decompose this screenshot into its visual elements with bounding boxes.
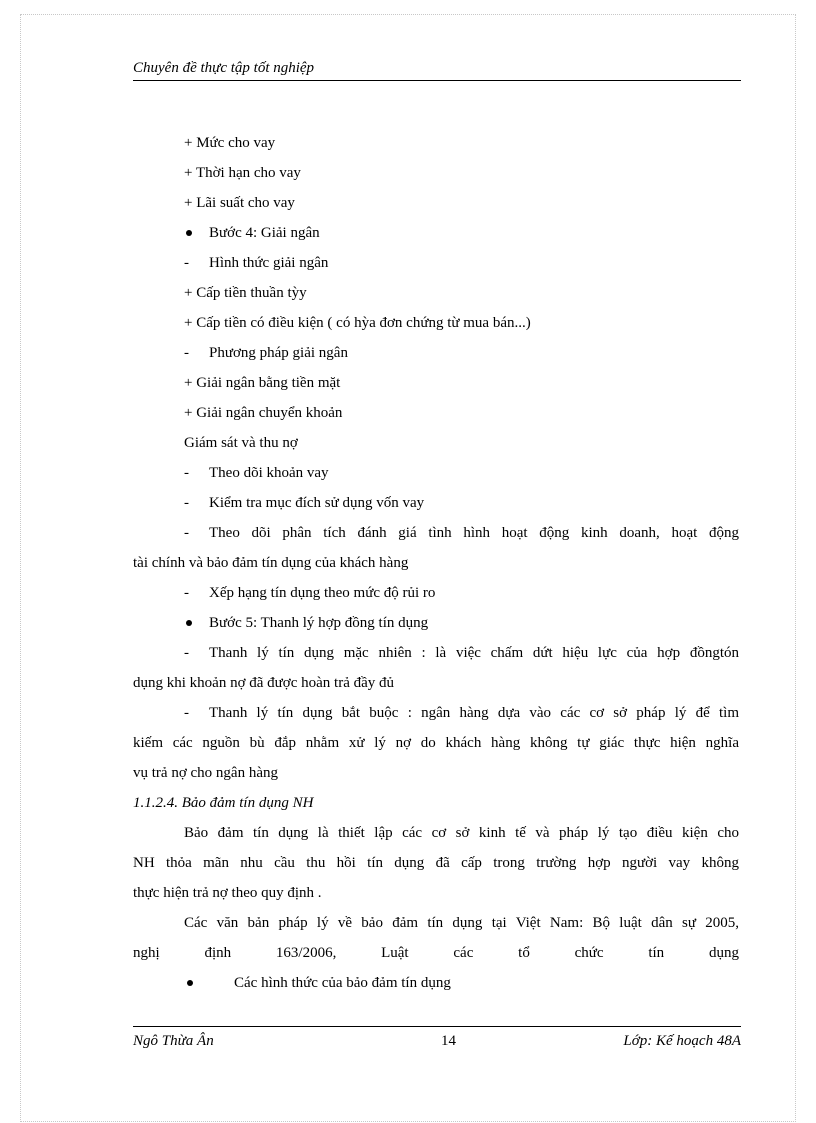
dash-item: - Thanh lý tín dụng bắt buộc : ngân hàng dựa vào các cơ sở pháp lý để tìm bbox=[133, 698, 739, 728]
bullet-icon bbox=[186, 620, 192, 626]
word: 163/2006, bbox=[275, 945, 337, 961]
text-line: Giám sát và thu nợ bbox=[184, 435, 298, 451]
spread-line bbox=[133, 938, 739, 968]
dash-item: - Hình thức giải ngân bbox=[133, 248, 739, 278]
dash-item: - Xếp hạng tín dụng theo mức độ rủi ro bbox=[133, 578, 739, 608]
bullet-item bbox=[133, 968, 739, 998]
word: tổ bbox=[518, 945, 530, 961]
dash-item: - Kiểm tra mục đích sử dụng vốn vay bbox=[133, 488, 739, 518]
page-header bbox=[133, 58, 741, 81]
document-body bbox=[133, 128, 739, 998]
bullet-item bbox=[133, 608, 739, 638]
word: tín bbox=[648, 945, 665, 961]
header-title: Chuyên đề thực tập tốt nghiệp bbox=[133, 60, 315, 76]
dash-item: - Phương pháp giải ngân bbox=[133, 338, 739, 368]
text-line: + Lãi suất cho vay bbox=[184, 195, 295, 211]
word: dụng bbox=[708, 945, 739, 961]
text-line: + Cấp tiền thuần tỳy bbox=[184, 285, 307, 301]
word: các bbox=[453, 945, 474, 961]
text-line: kiếm các nguồn bù đắp nhằm xử lý nợ do khách hàng không tự giác thực hiện nghĩa bbox=[133, 735, 739, 751]
dash-item: - Theo dõi khoản vay bbox=[133, 458, 739, 488]
text-line: + Mức cho vay bbox=[184, 135, 276, 151]
text-line: dụng khi khoản nợ đã được hoàn trả đầy đủ bbox=[133, 675, 395, 691]
text-line: + Giải ngân chuyển khoản bbox=[184, 405, 343, 421]
section-heading: 1.1.2.4. Bảo đảm tín dụng NH bbox=[133, 795, 314, 811]
word: chức bbox=[574, 945, 604, 961]
paragraph-line: Các văn bản pháp lý về bảo đảm tín dụng tại Việt Nam: Bộ luật dân sự 2005, bbox=[184, 915, 739, 931]
dash-item: - Thanh lý tín dụng mặc nhiên : là việc chấm dứt hiệu lực của hợp đồngtón bbox=[133, 638, 739, 668]
text-line: vụ trả nợ cho ngân hàng bbox=[133, 765, 278, 781]
page-footer bbox=[133, 1026, 741, 1051]
text-line: + Cấp tiền có điều kiện ( có hỳa đơn chứng từ mua bán...) bbox=[184, 315, 531, 331]
bullet-item bbox=[133, 218, 739, 248]
dash-item: - Theo dõi phân tích đánh giá tình hình hoạt động kinh doanh, hoạt động bbox=[133, 518, 739, 548]
footer-page-number: 14 bbox=[441, 1033, 456, 1049]
bullet-text: Bước 5: Thanh lý hợp đồng tín dụng bbox=[209, 615, 429, 631]
text-line: + Thời hạn cho vay bbox=[184, 165, 301, 181]
footer-class: Lớp: Kế hoạch 48A bbox=[623, 1033, 741, 1049]
word: nghị bbox=[133, 945, 160, 961]
paragraph-line: NH thỏa mãn nhu cầu thu hồi tín dụng đã cấp trong trường hợp người vay không bbox=[133, 855, 739, 871]
bullet-icon bbox=[187, 980, 193, 986]
word: định bbox=[204, 945, 232, 961]
bullet-icon bbox=[186, 230, 192, 236]
paragraph-line: thực hiện trả nợ theo quy định . bbox=[133, 885, 322, 901]
footer-author: Ngô Thừa Ân bbox=[133, 1033, 214, 1049]
word: Luật bbox=[381, 945, 409, 961]
paragraph-line: Bảo đảm tín dụng là thiết lập các cơ sở kinh tế và pháp lý tạo điều kiện cho bbox=[184, 825, 739, 841]
text-line: + Giải ngân bằng tiền mặt bbox=[184, 375, 341, 391]
text-line: tài chính và bảo đảm tín dụng của khách hàng bbox=[133, 555, 409, 571]
bullet-text: Bước 4: Giải ngân bbox=[209, 225, 320, 241]
bullet-text: Các hình thức của bảo đảm tín dụng bbox=[234, 975, 451, 991]
